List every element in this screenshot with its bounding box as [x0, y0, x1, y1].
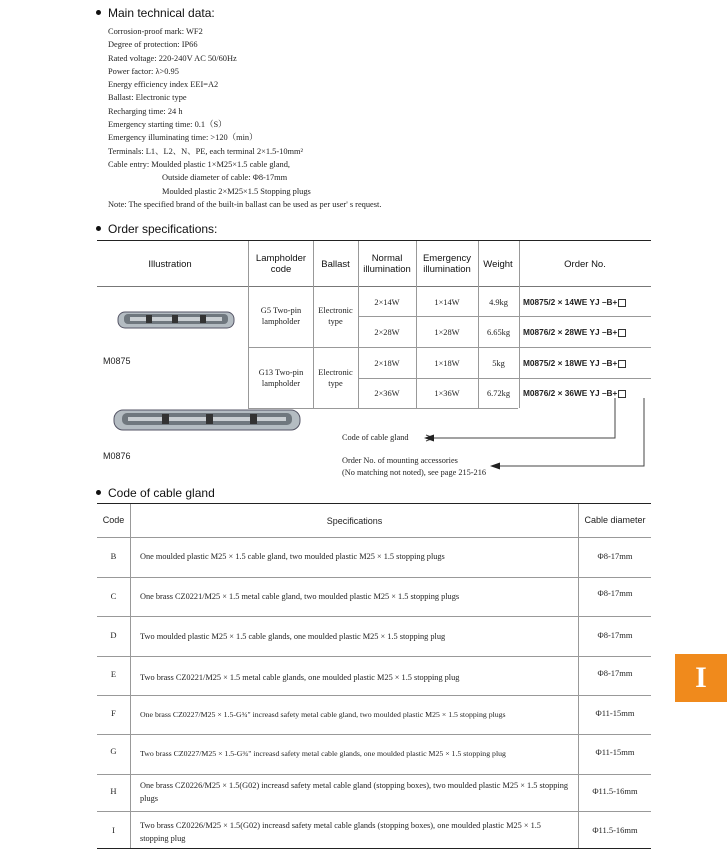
- table-row: [97, 616, 651, 657]
- gland-code: D: [110, 630, 117, 640]
- order-heading: Order specifications:: [96, 222, 217, 236]
- weight-cell: 6.65kg: [486, 328, 511, 337]
- checkbox-icon: [618, 329, 626, 337]
- gland-code: E: [110, 669, 117, 679]
- luminaire-m0875-image: [116, 308, 236, 332]
- col-normal: Normal illumination: [363, 253, 411, 275]
- col-emergency: Emergency illumination: [422, 253, 472, 275]
- order-no-cell: M0876/2 × 28WE YJ –B+: [523, 327, 626, 337]
- table-row: [97, 774, 651, 812]
- divider: [519, 241, 520, 286]
- gland-spec: Two moulded plastic M25 × 1.5 cable glands, one moulded plastic M25 × 1.5 stopping plug: [140, 632, 446, 641]
- annotation-accessories-note: (No matching not noted), see page 215-216: [342, 468, 487, 477]
- gland-spec: One moulded plastic M25 × 1.5 cable gland, two moulded plastic M25 × 1.5 stopping plugs: [140, 552, 445, 561]
- divider: [416, 241, 417, 286]
- order-no-cell: M0875/2 × 18WE YJ –B+: [523, 358, 626, 368]
- gland-heading: Code of cable gland: [96, 486, 215, 500]
- col-spec: Specifications: [326, 516, 383, 526]
- gland-code: G: [110, 746, 117, 756]
- tech-heading: Main technical data:: [96, 6, 215, 20]
- model-label-m0875: M0875: [103, 356, 131, 366]
- normal-cell: 2×36W: [374, 389, 400, 398]
- divider: [358, 378, 651, 379]
- gland-code: H: [110, 786, 117, 796]
- divider: [358, 316, 651, 317]
- section-tab: I: [675, 654, 727, 702]
- order-no-cell: M0876/2 × 36WE YJ –B+: [523, 388, 626, 398]
- gland-diameter: Φ11.5-16mm: [592, 786, 638, 796]
- gland-spec: Two brass CZ0227/M25 × 1.5-G¾" increasd safety metal cable glands, one moulded plastic M25 × 1.5 stopping plug: [140, 749, 506, 758]
- gland-code: I: [112, 825, 115, 835]
- tech-line: Rated voltage: 220-240V AC 50/60Hz: [108, 53, 237, 63]
- order-top-rule: [97, 240, 651, 241]
- divider: [313, 241, 314, 286]
- ballast-cell: Electronic type: [318, 306, 353, 326]
- checkbox-icon: [618, 299, 626, 307]
- divider: [248, 347, 651, 348]
- ballast-cell: Electronic type: [318, 368, 353, 388]
- normal-cell: 2×18W: [374, 359, 400, 368]
- divider: [478, 241, 479, 286]
- tech-line: Outside diameter of cable: Φ8-17mm: [162, 173, 288, 183]
- tech-line: Recharging time: 24 h: [108, 106, 183, 116]
- weight-cell: 5kg: [492, 359, 505, 368]
- model-label-m0876: M0876: [103, 451, 131, 461]
- gland-diameter: Φ11-15mm: [595, 747, 635, 757]
- gland-diameter: Φ8-17mm: [597, 630, 633, 640]
- tech-line: Note: The specified brand of the built-in ballast can be used as per user' s request.: [108, 199, 382, 209]
- gland-diameter: Φ11.5-16mm: [592, 825, 638, 835]
- col-ballast: Ballast: [321, 259, 350, 270]
- emergency-cell: 1×14W: [434, 298, 460, 307]
- col-code: Code: [102, 515, 125, 525]
- emergency-cell: 1×36W: [434, 389, 460, 398]
- checkbox-icon: [618, 360, 626, 368]
- tech-line: Ballast: Electronic type: [108, 93, 187, 103]
- tech-line: Degree of protection: IP66: [108, 40, 198, 50]
- lampholder-g13: G13 Two-pin lampholder: [258, 368, 304, 388]
- gland-spec: One brass CZ0226/M25 × 1.5(G02) increasd safety metal cable gland (stopping boxes), two moulded plastic M25 × 1.5 stopping plugs: [140, 781, 569, 803]
- annotation-cable-gland: Code of cable gland: [342, 433, 409, 442]
- divider: [248, 241, 249, 286]
- tech-line: Cable entry: Moulded plastic 1×M25×1.5 cable gland,: [108, 159, 291, 169]
- col-order-no: Order No.: [564, 259, 606, 270]
- weight-cell: 4.9kg: [489, 298, 508, 307]
- table-row: [97, 537, 651, 578]
- luminaire-m0876-image: [112, 405, 302, 435]
- table-row: [97, 734, 651, 775]
- gland-spec: Two brass CZ0221/M25 × 1.5 metal cable glands, one moulded plastic M25 × 1.5 stopping plug: [140, 673, 460, 682]
- emergency-cell: 1×28W: [434, 328, 460, 337]
- tech-line: Corrosion-proof mark: WF2: [108, 27, 203, 36]
- normal-cell: 2×14W: [374, 298, 400, 307]
- tech-line: Energy efficiency index EEI=A2: [108, 80, 219, 90]
- tech-line: Moulded plastic 2×M25×1.5 Stopping plugs: [162, 186, 311, 196]
- gland-code: B: [110, 551, 117, 561]
- gland-header-row: [97, 504, 651, 538]
- gland-spec: One brass CZ0227/M25 × 1.5-G¾" increasd safety metal cable gland, two moulded plastic M25 × 1.5 stopping plugs: [140, 710, 506, 719]
- lampholder-g5: G5 Two-pin lampholder: [260, 306, 302, 326]
- gland-spec: Two brass CZ0226/M25 × 1.5(G02) increasd safety metal cable glands (stopping boxes), one moulded plastic M25 × 1.5 stopping plug: [140, 821, 541, 843]
- annotation-accessories: Order No. of mounting accessories: [342, 456, 458, 465]
- order-header-rule: [97, 286, 651, 287]
- tech-line: Power factor: λ>0.95: [108, 66, 179, 76]
- col-lampholder: Lampholder code: [255, 253, 307, 275]
- col-weight: Weight: [483, 259, 513, 270]
- gland-spec: One brass CZ0221/M25 × 1.5 metal cable gland, two moulded plastic M25 × 1.5 stopping plugs: [140, 592, 460, 601]
- table-row: [97, 577, 651, 617]
- emergency-cell: 1×18W: [434, 359, 460, 368]
- table-row: [97, 811, 651, 849]
- gland-diameter: Φ8-17mm: [597, 588, 633, 598]
- gland-code: F: [111, 708, 116, 718]
- gland-code: C: [110, 591, 117, 601]
- gland-diameter: Φ11-15mm: [595, 708, 635, 718]
- divider: [358, 241, 359, 286]
- table-row: [97, 656, 651, 696]
- table-row: [97, 695, 651, 735]
- gland-diameter: Φ8-17mm: [597, 668, 633, 678]
- order-no-cell: M0875/2 × 14WE YJ –B+: [523, 297, 626, 307]
- tech-data-list: [108, 25, 381, 211]
- normal-cell: 2×28W: [374, 328, 400, 337]
- gland-diameter: Φ8-17mm: [597, 551, 633, 561]
- tech-line: Emergency starting time: 0.1（S）: [108, 120, 227, 130]
- col-diameter: Cable diameter: [584, 515, 646, 525]
- weight-cell: 6.72kg: [486, 389, 511, 398]
- tech-line: Terminals: L1、L2、N、PE, each terminal 2×1.5-10mm²: [108, 146, 304, 156]
- tech-line: Emergency illuminating time: >120（min）: [108, 133, 258, 143]
- col-illustration: Illustration: [148, 259, 192, 270]
